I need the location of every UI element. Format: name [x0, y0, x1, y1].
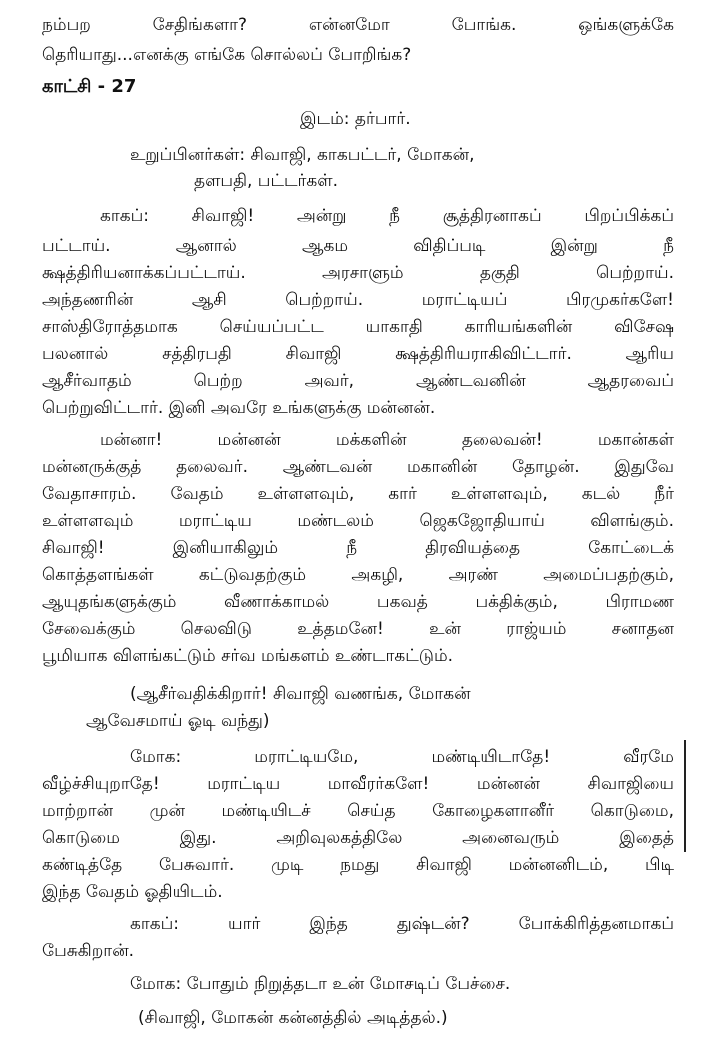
- dialogue-line: பேசுகிறான்.: [42, 941, 135, 961]
- dialogue-line: அந்தணரின் ஆசி பெற்றாய். மராட்டியப் பிரமுகர்களே!: [42, 290, 674, 310]
- dialogue-line: மன்னருக்குத் தலைவர். ஆண்டவன் மகானின் தோழன். இதுவே: [42, 457, 674, 477]
- dialogue-line: சிவாஜி! இனியாகிலும் நீ திரவியத்தை கோட்டைக்: [42, 538, 674, 558]
- scene-location: இடம்: தர்பார்.: [300, 109, 411, 129]
- dialogue-line: ஆசீர்வாதம் பெற்ற அவர், ஆண்டவனின் ஆதரவைப்: [42, 371, 674, 391]
- dialogue-line: க்ஷத்திரியனாக்கப்பட்டாய். அரசாளும் தகுதி பெற்றாய்.: [42, 263, 674, 283]
- stage-direction: (சிவாஜி, மோகன் கன்னத்தில் அடித்தல்.): [138, 1008, 448, 1028]
- stage-direction: (ஆசீர்வதிக்கிறார்! சிவாஜி வணங்க, மோகன்: [130, 684, 471, 704]
- margin-mark: [684, 740, 686, 852]
- dialogue-first-line: காகப்: யார் இந்த துஷ்டன்? போக்கிரித்தனமாகப்: [130, 914, 674, 934]
- dialogue-line: கொடுமை இது. அறிவுலகத்திலே அனைவரும் இதைத்: [42, 828, 674, 848]
- cast-list: உறுப்பினர்கள்: சிவாஜி, காகபட்டர், மோகன்,: [130, 145, 475, 165]
- prev-dialogue-line: தெரியாது...எனக்கு எங்கே சொல்லப் போறிங்க?: [42, 45, 412, 65]
- dialogue-line: சாஸ்திரோத்தமாக செய்யப்பட்ட யாகாதி காரியங்களின் விசேஷ: [42, 317, 674, 337]
- dialogue-line: பட்டாய். ஆனால் ஆகம விதிப்படி இன்று நீ: [42, 236, 674, 256]
- scene-heading: காட்சி - 27: [42, 76, 137, 97]
- dialogue-line: ஆயுதங்களுக்கும் வீணாக்காமல் பகவத் பக்திக்கும், பிராமண: [42, 592, 674, 612]
- dialogue-line: மோக: போதும் நிறுத்தடா உன் மோசடிப் பேச்சை.: [130, 974, 511, 994]
- dialogue-line: கண்டித்தே பேசுவார். முடி நமது சிவாஜி மன்னனிடம், பிடி: [42, 855, 674, 875]
- dialogue-line: வீழ்ச்சியுறாதே! மராட்டிய மாவீரர்களே! மன்னன் சிவாஜியை: [42, 774, 674, 794]
- dialogue-line: கொத்தளங்கள் கட்டுவதற்கும் அகழி, அரண் அமைப்பதற்கும்,: [42, 565, 674, 585]
- dialogue-first-line: மன்னா! மன்னன் மக்களின் தலைவன்! மகான்கள்: [100, 430, 674, 450]
- dialogue-first-line: காகப்: சிவாஜி! அன்று நீ சூத்திரனாகப் பிறப்பிக்கப்: [100, 206, 674, 226]
- dialogue-line: பலனால் சத்திரபதி சிவாஜி க்ஷத்திரியராகிவிட்டார். ஆரிய: [42, 344, 674, 364]
- dialogue-line: வேதாசாரம். வேதம் உள்ளளவும், கார் உள்ளளவும், கடல் நீர்: [42, 484, 674, 504]
- dialogue-line: பெற்றுவிட்டார். இனி அவரே உங்களுக்கு மன்னன்.: [42, 398, 436, 418]
- dialogue-line: பூமியாக விளங்கட்டும் சர்வ மங்களம் உண்டாகட்டும்.: [42, 646, 454, 666]
- dialogue-line: சேவைக்கும் செலவிடு உத்தமனே! உன் ராஜ்யம் சனாதன: [42, 619, 674, 639]
- prev-dialogue-line: நம்பற சேதிங்களா? என்னமோ போங்க. ஒங்களுக்கே: [42, 15, 674, 35]
- stage-direction-continued: ஆவேசமாய் ஓடி வந்து): [86, 711, 270, 731]
- dialogue-line: உள்ளளவும் மராட்டிய மண்டலம் ஜெகஜோதியாய் விளங்கும்.: [42, 511, 674, 531]
- dialogue-first-line: மோக: மராட்டியமே, மண்டியிடாதே! வீரமே: [130, 747, 674, 767]
- dialogue-line: மாற்றான் முன் மண்டியிடச் செய்த கோழைகளானீர் கொடுமை,: [42, 801, 674, 821]
- cast-list-continued: தளபதி, பட்டர்கள்.: [194, 171, 339, 191]
- dialogue-line: இந்த வேதம் ஓதியிடம்.: [42, 882, 223, 902]
